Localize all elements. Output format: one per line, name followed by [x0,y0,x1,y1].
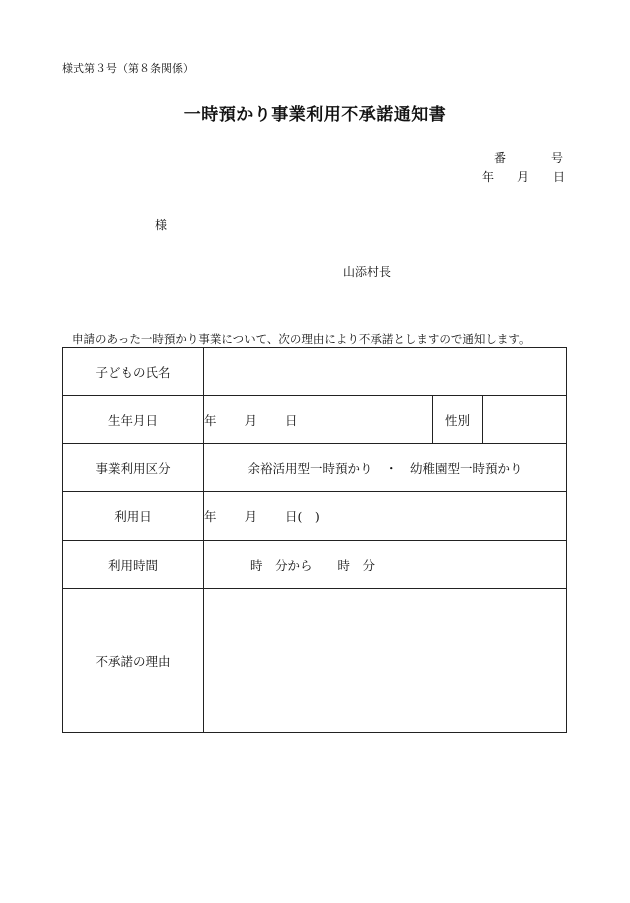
birthdate-field[interactable] [204,396,433,444]
date-day-label: 日 [553,170,566,184]
use-date-field[interactable] [204,492,567,541]
notice-form-table [62,347,567,733]
reason-label: 不承諾の理由 [63,589,204,733]
use-time-value[interactable]: 時 分から 時 分 [204,541,567,589]
use-time-label: 利用時間 [63,541,204,589]
gender-field[interactable] [483,396,567,444]
date-year-label: 年 [482,170,495,184]
addressee-suffix: 様 [155,218,168,232]
birthdate-day: 日 [285,412,298,428]
use-date-month: 月 [244,509,258,524]
table-row [63,444,567,492]
use-date-label: 利用日 [63,492,204,541]
reason-field[interactable] [204,589,567,733]
intro-text: 申請のあった一時預かり事業について、次の理由により不承諾としますので通知します。 [72,332,531,346]
table-row [63,589,567,733]
table-row [63,348,567,396]
category-label: 事業利用区分 [63,444,204,492]
child-name-field[interactable] [204,348,567,396]
birthdate-year: 年 [204,412,217,428]
category-value[interactable]: 余裕活用型一時預かり ・ 幼稚園型一時預かり [204,444,567,492]
birthdate-month: 月 [244,412,258,428]
table-row [63,492,567,541]
number-suffix: 号 [551,151,564,165]
number-label: 番 [494,151,507,165]
child-name-label: 子どもの氏名 [63,348,204,396]
document-title: 一時預かり事業利用不承諾通知書 [183,105,447,125]
gender-label: 性別 [433,396,483,444]
use-date-day: 日( ) [285,509,320,524]
use-date-year: 年 [204,509,217,524]
issuer-name: 山添村長 [343,265,392,279]
date-month-label: 月 [517,170,530,184]
table-row [63,541,567,589]
table-row [63,396,567,444]
form-number: 様式第３号（第８条関係） [62,62,194,75]
birthdate-label: 生年月日 [63,396,204,444]
